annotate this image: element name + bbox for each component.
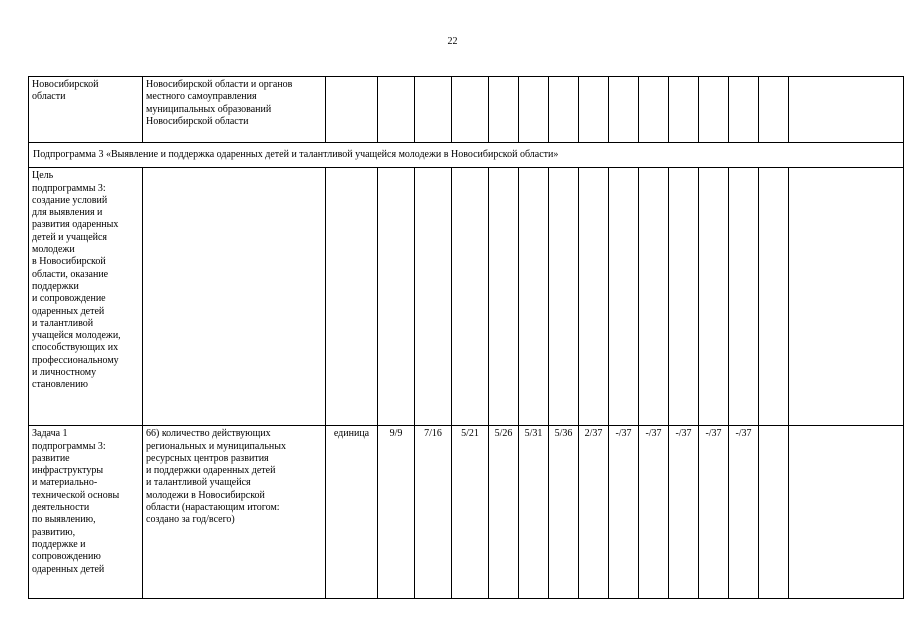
value-cell: 5/21 [452,426,489,599]
value-cell: -/37 [699,426,729,599]
empty-cell [415,77,452,143]
value-cell: 5/26 [489,426,519,599]
empty-cell [519,77,549,143]
empty-cell [729,168,759,426]
empty-cell [669,168,699,426]
subprogram-row [29,143,904,168]
value-cell: 5/31 [519,426,549,599]
value-cell: 2/37 [579,426,609,599]
value-cell: 9/9 [378,426,415,599]
empty-cell [579,77,609,143]
value-cell: -/37 [669,426,699,599]
empty-cell [669,77,699,143]
value-cell: 7/16 [415,426,452,599]
empty-cell [489,168,519,426]
indicator-cell: 66) количество действующих региональных и муниципальных ресурсных центров развития и поддержки одаренных детей и талантливой учащейся молодежи в Новосибирской области (нарастающим итогом: создано за год/всего) [143,426,326,599]
empty-cell [699,168,729,426]
empty-cell [609,77,639,143]
empty-cell [789,77,904,143]
task-text-cell: Задача 1 подпрограммы 3: развитие инфраструктуры и материально- технической основы деятельности по выявлению, развитию, поддержке и сопровождению одаренных детей [29,426,143,599]
empty-cell [639,77,669,143]
empty-cell [378,77,415,143]
empty-cell [549,168,579,426]
subprogram-title: Подпрограмма 3 «Выявление и поддержка одаренных детей и талантливой учащейся молодежи в Новосибирской области» [29,143,904,168]
empty-cell [549,77,579,143]
value-cell: -/37 [609,426,639,599]
empty-cell [759,168,789,426]
task-row [29,426,904,599]
empty-cell [326,77,378,143]
continuation-executor-cell: Новосибирской области [29,77,143,143]
value-cell: -/37 [639,426,669,599]
empty-cell [759,426,789,599]
empty-cell [452,168,489,426]
continuation-row [29,77,904,143]
empty-cell [759,77,789,143]
empty-cell [699,77,729,143]
indicator-table [28,76,904,599]
continuation-executor-detail-cell: Новосибирской области и органов местного самоуправления муниципальных образований Новосибирской области [143,77,326,143]
empty-cell [579,168,609,426]
goal-text-cell: Цель подпрограммы 3: создание условий для выявления и развития одаренных детей и учащейся молодежи в Новосибирской области, оказание поддержки и сопровождение одаренных детей и талантливой учащейся молодежи, способствующих их профессиональному и личностному становлению [29,168,143,426]
empty-cell [609,168,639,426]
page-number: 22 [447,36,458,47]
empty-cell [789,168,904,426]
empty-cell [452,77,489,143]
unit-cell: единица [326,426,378,599]
empty-cell [415,168,452,426]
value-cell: 5/36 [549,426,579,599]
empty-cell [639,168,669,426]
goal-row [29,168,904,426]
value-cell: -/37 [729,426,759,599]
empty-cell [489,77,519,143]
empty-cell [143,168,326,426]
empty-cell [729,77,759,143]
empty-cell [519,168,549,426]
empty-cell [378,168,415,426]
empty-cell [326,168,378,426]
empty-cell [789,426,904,599]
